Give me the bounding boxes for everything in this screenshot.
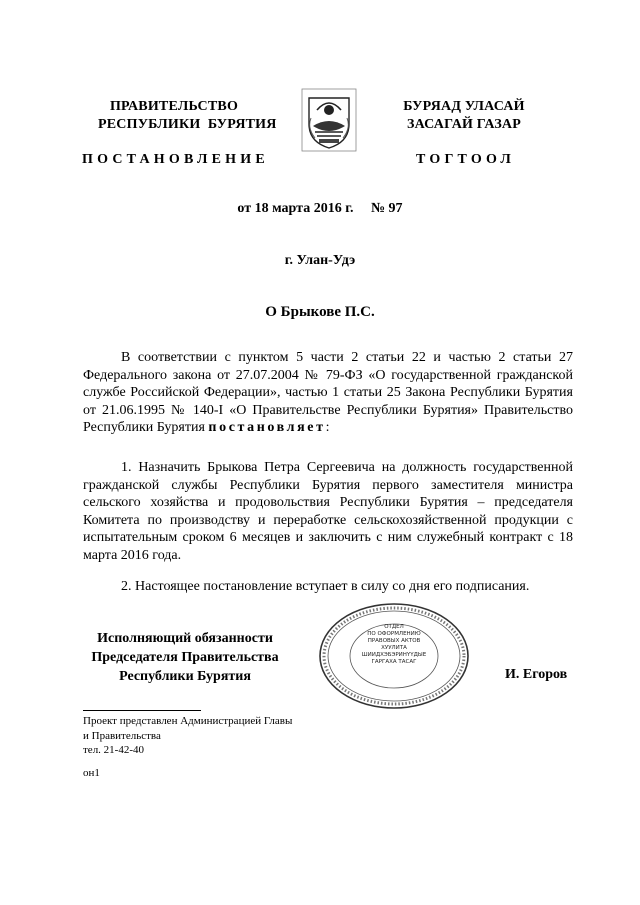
item-2-paragraph: 2. Настоящее постановление вступает в силу со дня его подписания. <box>121 579 530 594</box>
document-type-bua: ТОГТООЛ <box>416 152 516 167</box>
item-1-paragraph: 1. Назначить Брыкова Петра Сергеевича на должность государственной гражданской службы Республики Бурятия первого заместителя министра сельского хозяйства и продовольствия Республики Бурятия – председателя Комитета по производству и переработке сельскохозяйственной продукции с испытательным сроком 6 месяцев и заключить с ним служебный контракт с 18 марта 2016 года. <box>83 460 573 563</box>
signatory-name: И. Егоров <box>505 667 568 682</box>
footer-line1: Проект представлен Администрацией Главы <box>83 715 293 727</box>
header-left-line2: РЕСПУБЛИКИ БУРЯТИЯ <box>98 117 277 132</box>
city: г. Улан-Удэ <box>284 253 356 268</box>
signatory-line2: Председателя Правительства <box>91 650 279 665</box>
signatory-line3: Республики Бурятия <box>119 669 251 684</box>
header-left-line1: ПРАВИТЕЛЬСТВО <box>109 99 239 114</box>
coat-of-arms-icon <box>301 88 357 152</box>
header-right-line1: БУРЯАД УЛАСАЙ <box>403 99 525 114</box>
footer-code: он1 <box>83 767 100 779</box>
header-right-line2: ЗАСАГАЙ ГАЗАР <box>406 117 521 132</box>
official-seal-icon <box>316 600 472 712</box>
signatory-line1: Исполняющий обязанности <box>97 631 273 646</box>
seal-text: ОТДЕЛ ПО ОФОРМЛЕНИЮ ПРАВОВЫХ АКТОВ ХУУЛИТА ШИИДХЭБЭРИНҮҮДЫЕ ГАРГАХА ТАСАГ <box>361 624 427 665</box>
preamble-paragraph <box>83 349 573 437</box>
document-type-ru: ПОСТАНОВЛЕНИЕ <box>82 152 269 167</box>
header-left-organization <box>98 98 277 134</box>
header-right-organization <box>398 98 530 134</box>
date-and-number: от 18 марта 2016 г. № 97 <box>237 201 403 216</box>
footer-line3: тел. 21-42-40 <box>83 744 145 756</box>
footer-divider <box>83 710 201 711</box>
footer-block <box>83 714 292 758</box>
resolves-word: постановляет <box>208 420 326 435</box>
footer-line2: и Правительства <box>83 729 161 742</box>
signatory-position <box>80 629 290 686</box>
preamble-text: В соответствии с пунктом 5 части 2 статьи 22 и частью 2 статьи 27 Федерального закона от 27.07.2004 № 79-ФЗ «О государственной гражданской службе Российской Федерации», частью 1 статьи 25 Закона Республики Бурятия от 21.06.1995 № 140-I «О Правительстве Республики Бурятия» Правительство Республики Бурятия <box>83 350 573 435</box>
preamble-end: : <box>325 420 330 435</box>
document-title: О Брыкове П.С. <box>265 304 375 320</box>
